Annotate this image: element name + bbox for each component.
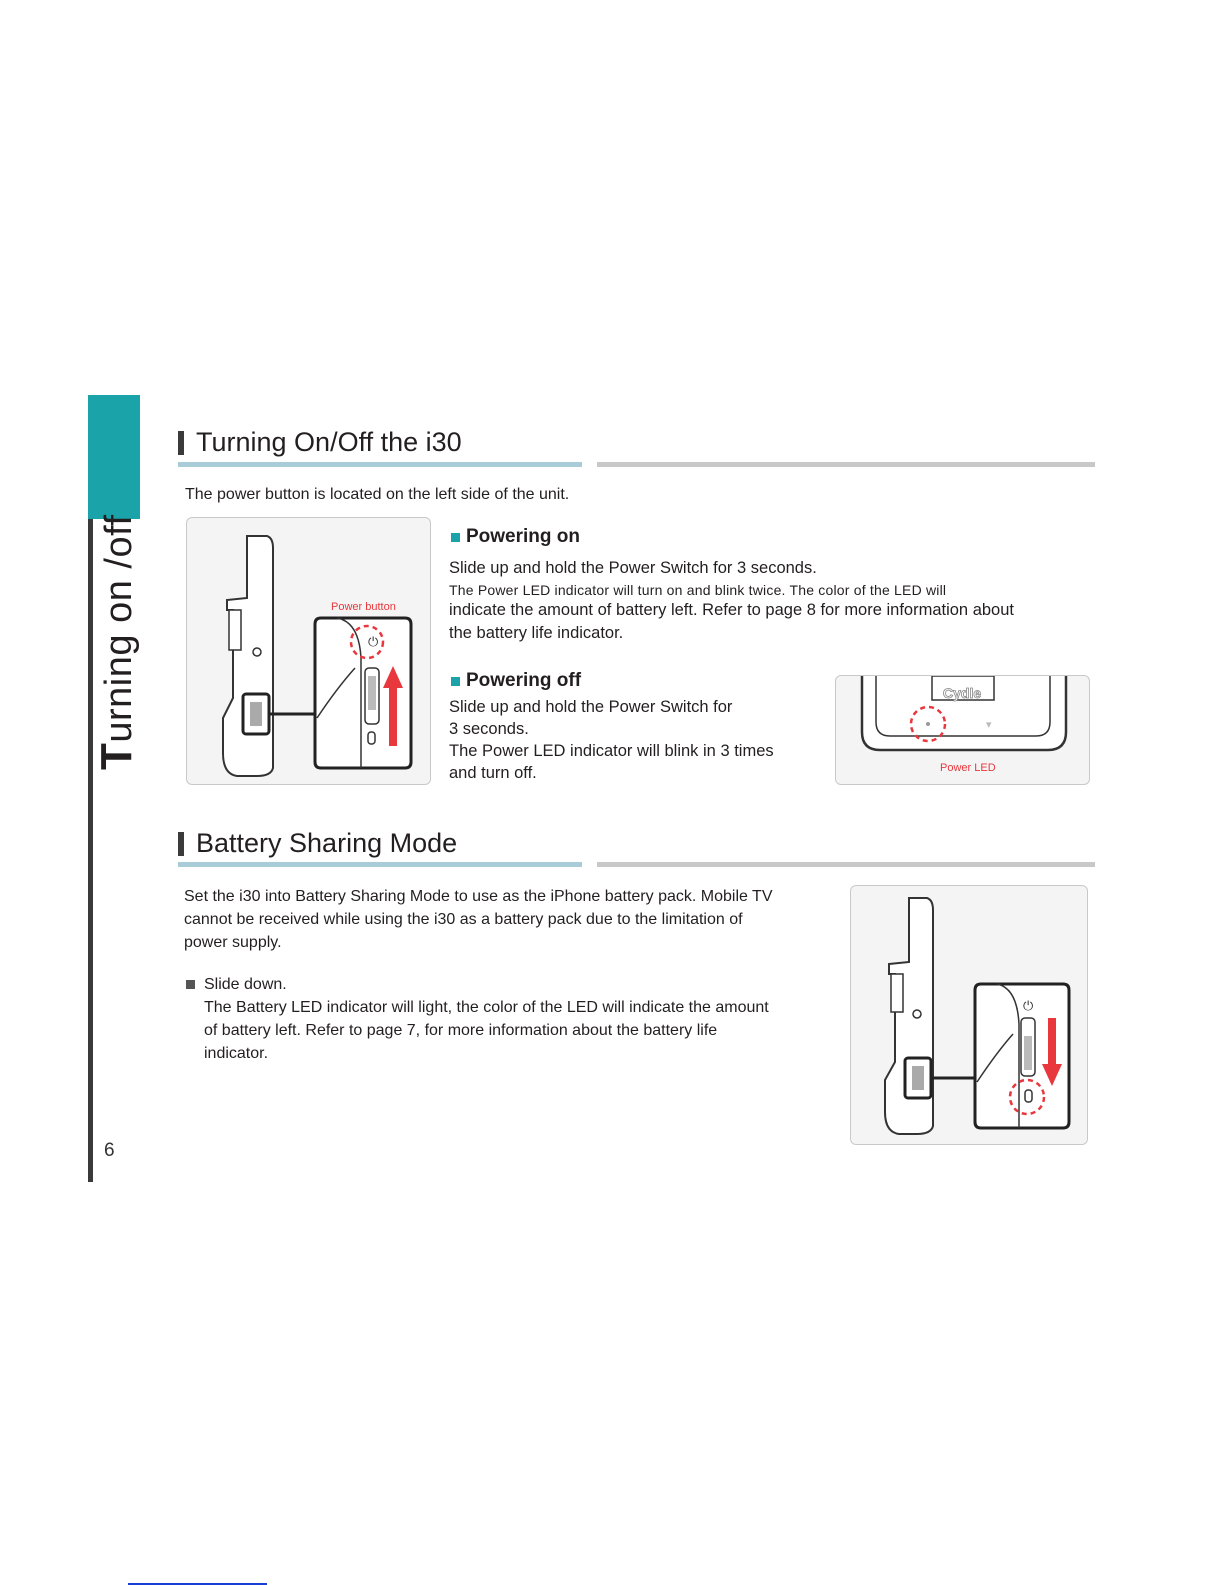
power-button-label: Power button (331, 601, 396, 613)
bullet-square (451, 677, 460, 686)
svg-text:⏻: ⏻ (1023, 999, 1034, 1014)
powering-off-heading: Powering off (466, 670, 582, 691)
powering-on-heading: Powering on (466, 526, 580, 547)
chapter-title-initial: T (92, 742, 141, 770)
svg-text:▾: ▾ (986, 718, 992, 731)
powering-on-line3: indicate the amount of battery left. Refer to page 8 for more information about (449, 601, 1014, 619)
powering-on-line1: Slide up and hold the Power Switch for 3 seconds. (449, 559, 817, 577)
heading-rule-blue (178, 462, 582, 467)
bullet-square (186, 980, 195, 989)
svg-text:⏻: ⏻ (368, 635, 379, 650)
power-led-label: Power LED (940, 762, 996, 774)
device-slide-down-illustration (851, 886, 1089, 1146)
powering-off-line2: 3 seconds. (449, 720, 529, 738)
battery-bullet-line1: The Battery LED indicator will light, the color of the LED will indicate the amount (204, 999, 769, 1016)
powering-off-line1: Slide up and hold the Power Switch for (449, 698, 733, 716)
heading-rule-gray (597, 862, 1095, 867)
battery-para-line1: Set the i30 into Battery Sharing Mode to use as the iPhone battery pack. Mobile TV (184, 888, 773, 905)
section-heading-power: Turning On/Off the i30 (196, 427, 462, 457)
chapter-title-rest: urning on /off (98, 514, 140, 743)
side-accent-block (88, 395, 140, 519)
powering-off-line4: and turn off. (449, 764, 537, 782)
heading-rule-gray (597, 462, 1095, 467)
battery-para-line2: cannot be received while using the i30 as a battery pack due to the limitation of (184, 911, 743, 928)
chapter-title (92, 514, 141, 770)
cydle-logo: Cydle (943, 685, 982, 701)
intro-text: The power button is located on the left side of the unit. (185, 486, 570, 503)
battery-bullet-head: Slide down. (204, 976, 287, 993)
powering-on-line4: the battery life indicator. (449, 624, 624, 642)
power-button-figure (186, 517, 431, 785)
bullet-square (451, 533, 460, 542)
battery-para-line3: power supply. (184, 934, 282, 951)
section-heading-bar (178, 431, 184, 455)
device-side-illustration (187, 518, 432, 786)
page-number: 6 (104, 1140, 115, 1161)
section-heading-battery: Battery Sharing Mode (196, 828, 458, 858)
battery-bullet-line2: of battery left. Refer to page 7, for more information about the battery life (204, 1022, 718, 1039)
section-heading-bar (178, 832, 184, 856)
battery-bullet-line3: indicator. (204, 1045, 269, 1062)
heading-rule-blue (178, 862, 582, 867)
powering-on-line2: The Power LED indicator will turn on and blink twice. The color of the LED will (449, 582, 947, 598)
powering-off-line3: The Power LED indicator will blink in 3 times (449, 742, 774, 760)
battery-sharing-figure (850, 885, 1088, 1145)
